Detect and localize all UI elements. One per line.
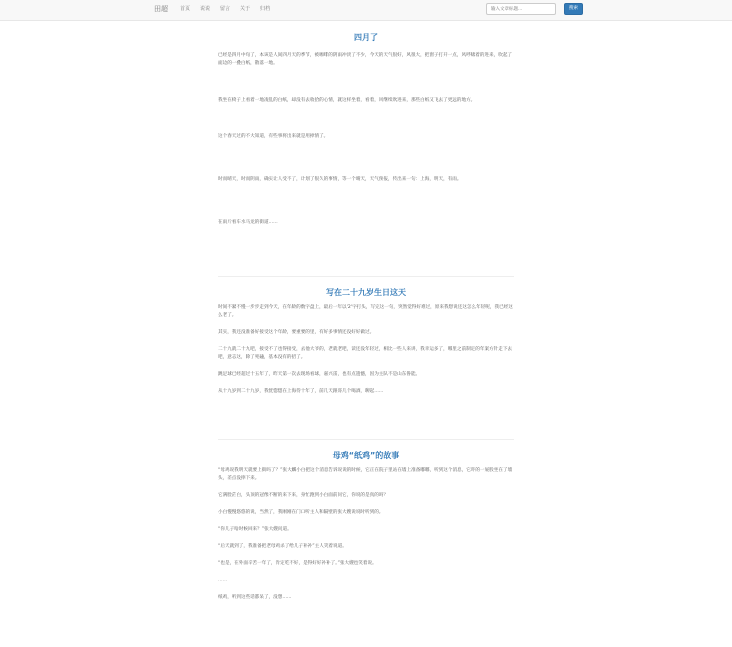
navbar [0,0,732,21]
post-paragraph: “母鸡说我明天就要上街吗了？”张大麟小白把这个消息告诉说说的时候，它正在院子里站在墙上准备嘟嘟，听到这个消息，它吓的一屁股坐在了墙头，差点没摔下来。 [218,468,513,481]
post-list [218,20,514,602]
post-paragraph: “后天就到了，我准备把老母鸡杀了给儿子补补”主人笑着说道。 [218,544,347,549]
post-paragraph: 小白慢慢悠悠的说，当然了，我刚刚在门口听主人和隔壁的张大嫂说说时听到的。 [218,510,384,515]
nav-guestbook[interactable]: 留言 [220,6,231,12]
nav-talk[interactable]: 说说 [200,6,211,12]
post-paragraph: 它满脸茫白，头顶的冠像不断的来下来，身忙跑到小白面前问它，你说的是真的吗？ [218,493,388,498]
post-paragraph: 已经是四月中旬了，本该是人间四月天的季节，被咖啡的阴雨冲淡了不少，今天的天气很好，风很大，把窗子打开一点，风呼啸着的进来，吹起了面边的一叠白纸，散落一地。 [218,53,513,66]
post [218,20,514,277]
post [218,440,514,602]
post [218,277,514,440]
search-input[interactable] [486,3,556,15]
post-title[interactable]: 母鸡“纸鸡”的故事 [332,451,400,460]
post-paragraph: 二十九就二十九吧，接受不了也得接受，去他大爷的，老就老吧，读还没年轻过，相比一些人来讲，我幸运多了，哪里之前制定的年案方针走下去吧，意志这，除了死磕，基本没有的招了。 [218,347,513,360]
post-title[interactable]: 写在二十九岁生日这天 [326,288,406,297]
post-paragraph: 时而晴天，时而阴雨，确实让人受不了，计划了很久的事情，等一个晴天，天气预报，传出来一句：上海，明天，有雨。 [218,177,462,182]
site-brand[interactable]: 田超 [154,5,168,13]
post-paragraph: 跳足球已经超过十五年了，昨天第一次去现场看球，嘉兴雷，也有点遗憾，因为主队不是山东鲁能。 [218,372,421,377]
search-button[interactable]: 搜索 [564,3,583,15]
post-paragraph: “你儿子啥时候回来？”张大嫂问道。 [218,527,292,532]
post-paragraph: 其实，我还没准备好接受这个年龄，要重要的里，有好多事情还没好好做过。 [218,330,375,335]
post-title[interactable]: 四月了 [354,33,378,42]
post-paragraph: 时间不紧不慢一步步走到今天，在年龄的数字盘上，最后一年以'2'字打头，写完这一句，突然觉得好难过，原来我想说还这怎么年轻呢，我已经这么老了。 [218,305,513,318]
nav-archive[interactable]: 归档 [260,6,271,12]
post-paragraph: …… [218,578,228,583]
post-excerpt: 在雨斤看车水马龙的街道…… [218,220,278,225]
post-paragraph: 我坐在椅子上看着一地凌乱的白纸，却没有去收拾的心情，就这样坐着，看着，风继续吹进来，那些白纸又飞去了更远的地方。 [218,98,476,103]
nav-about[interactable]: 关于 [240,6,251,12]
post-paragraph: “也是，在外面辛苦一年了，肯定吃不好，是得好好补补了。”张大嫂也笑着说。 [218,561,377,566]
post-excerpt: 从十九岁到二十九岁，我恍惚惚在上海待十年了，前几天跟哥几个喝酒，聊起…… [218,389,384,394]
post-excerpt: 纸鸡，听到这些话都呆了，没想…… [218,595,292,600]
nav-home[interactable]: 首页 [180,6,191,12]
post-paragraph: 这个春天过的不大知道，有些事将出来就是用掉情了。 [218,134,329,139]
nav-menu [180,5,280,12]
